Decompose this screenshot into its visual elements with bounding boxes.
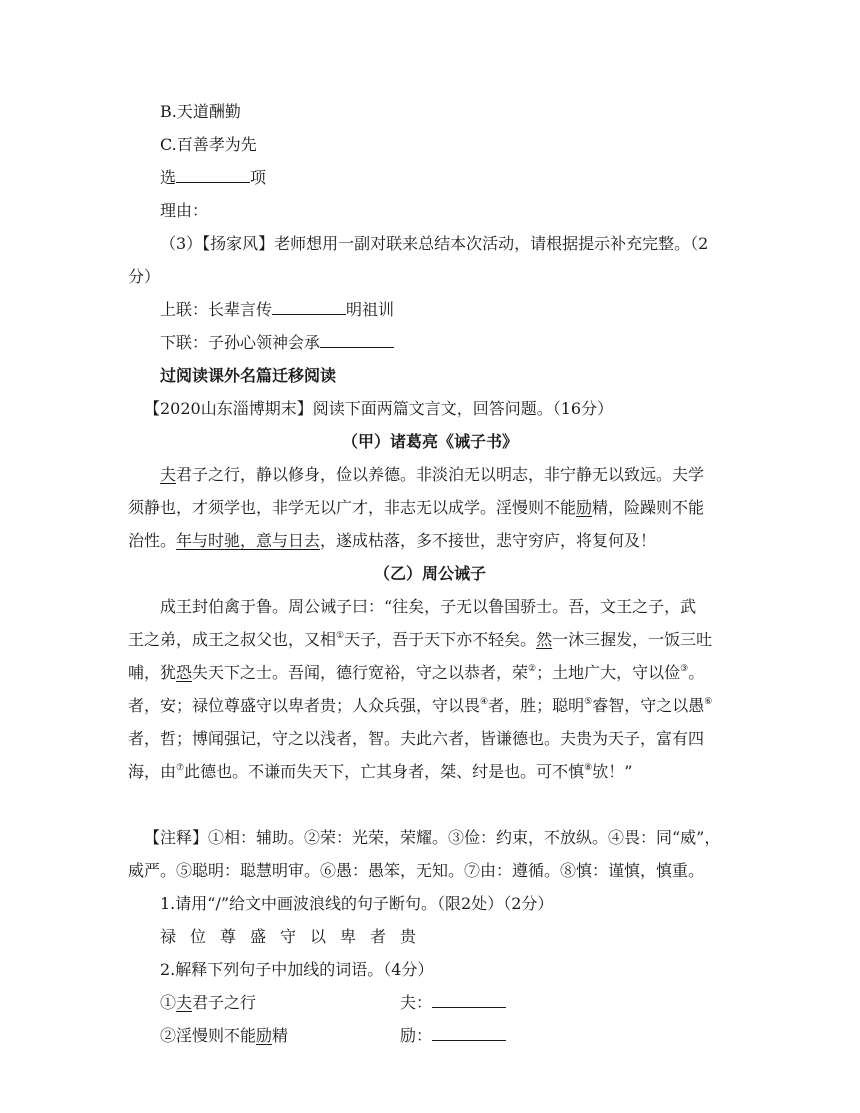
underlined-fu-item: 夫 (176, 993, 193, 1012)
choose-line (160, 168, 266, 188)
q3-prompt-line1: （3）【扬家风】老师想用一副对联来总结本次活动，请根据提示补充完整。（2 (160, 234, 709, 253)
choose-suffix: 项 (250, 168, 267, 187)
underlined-sentence: 年与时驰，意与日去 (176, 531, 321, 550)
passage-b-line2-text-b: 天子，吾于天下亦不轻矣。 (344, 630, 537, 649)
question-1-sentence: 禄位尊盛守以卑者贵 (160, 927, 431, 946)
reason-line: 理由： (160, 201, 209, 220)
choose-prefix: 选 (160, 168, 177, 187)
couplet-lower (160, 333, 394, 353)
footnote-marker: ⑥ (704, 697, 713, 707)
notes-line2: 威严。⑤聪明：聪慧明审。⑥愚：愚笨，无知。⑦由：遵循。⑧慎：谨慎，慎重。 (128, 861, 705, 880)
passage-a-line3-text-a: 治性。 (128, 531, 177, 550)
underlined-ran: 然 (536, 630, 553, 649)
footnote-marker: ③ (680, 664, 689, 674)
passage-a-line2-text-a: 须静也，才须学也，非学无以广才，非志无以成学。淫慢则不能 (128, 498, 577, 517)
underlined-li: 励 (576, 498, 593, 517)
passage-b-line4-text-c: 睿智，守之以愚 (592, 696, 705, 715)
option-b: B.天道酬勤 (160, 102, 241, 121)
passage-b-line6 (128, 762, 732, 782)
underlined-fu: 夫 (160, 465, 177, 484)
item2-text-b: 精 (272, 1026, 289, 1045)
choose-blank (176, 168, 250, 183)
couplet-lower-blank (320, 333, 394, 348)
option-c: C.百善孝为先 (160, 135, 257, 154)
footnote-marker: ④ (480, 697, 489, 707)
question-2-item2 (160, 1026, 506, 1046)
passage-b-line3-text-b: 失天下之士。吾闻，德行宽裕，守之以恭者，荣 (192, 663, 529, 682)
passage-b-line5: 者，哲；博闻强记，守之以浅者，智。夫此六者，皆谦德也。夫贵为天子，富有四 (128, 729, 705, 748)
couplet-upper-prefix: 上联：长辈言传 (160, 300, 273, 319)
item2-answer-blank (432, 1026, 506, 1041)
section-intro: 【2020山东淄博期末】阅读下面两篇文言文，回答问题。（16分） (144, 399, 614, 418)
item1-answer-blank (432, 993, 506, 1008)
question-1: 1.请用“/”给文中画波浪线的句子断句。（限2处）（2分） (160, 894, 554, 913)
footnote-marker: ② (528, 664, 537, 674)
passage-b-line4 (128, 696, 732, 716)
passage-b-line3-text-a: 哺，犹 (128, 663, 177, 682)
passage-b-line3 (128, 663, 732, 683)
item1-label: 夫： (400, 993, 433, 1012)
passage-a-title: （甲）诸葛亮《诫子书》 (341, 432, 518, 451)
passage-b-line2-text-c: 一沐三握发，一饭三吐 (552, 630, 713, 649)
footnote-marker: ① (336, 631, 345, 641)
q3-prompt-line2: 分） (128, 267, 161, 286)
footnote-marker: ⑤ (584, 697, 593, 707)
underlined-li-item: 励 (256, 1026, 273, 1045)
passage-b-line6-text-a: 海，由 (128, 762, 177, 781)
passage-a-line3 (128, 531, 732, 551)
passage-b-line2-text-a: 王之弟，成王之叔父也，又相 (128, 630, 337, 649)
couplet-upper (160, 300, 394, 320)
passage-b-line4-text-a: 者，安；禄位尊盛守以卑者贵；人众兵强，守以畏 (128, 696, 481, 715)
passage-a-line3-text-b: ，遂成枯落，多不接世，悲守穷庐，将复何及！ (320, 531, 657, 550)
passage-b-line3-text-d: 。 (688, 663, 705, 682)
item1-number: ① (160, 993, 177, 1012)
footnote-marker: ⑦ (176, 763, 185, 773)
underlined-kong: 恐 (176, 663, 193, 682)
passage-b-line1: 成王封伯禽于鲁。周公诫子曰：“往矣，子无以鲁国骄士。吾，文王之子，武 (160, 597, 697, 616)
passage-b-line2 (128, 630, 732, 650)
passage-b-line4-text-b: 者，胜；聪明 (488, 696, 585, 715)
question-2-item1 (160, 993, 506, 1013)
item2-label: 励： (400, 1026, 433, 1045)
notes-line1: 【注释】①相：辅助。②荣：光荣，荣耀。③俭：约束，不放纵。④畏：同“威”， (144, 828, 721, 847)
section-title: 过阅读课外名篇迁移阅读 (160, 366, 337, 385)
item2-text-a: ②淫慢则不能 (160, 1026, 257, 1045)
couplet-upper-blank (272, 300, 346, 315)
passage-b-line3-text-c: ；土地广大，守以俭 (536, 663, 681, 682)
passage-a-line1-text: 君子之行，静以修身，俭以养德。非淡泊无以明志，非宁静无以致远。夫学 (176, 465, 705, 484)
passage-a-line2-text-b: 精，险躁则不能 (592, 498, 705, 517)
couplet-upper-suffix: 明祖训 (346, 300, 395, 319)
passage-a-line2 (128, 498, 732, 518)
passage-b-title: （乙）周公诫子 (373, 564, 486, 583)
passage-b-line6-text-c: 欤！” (592, 762, 633, 781)
passage-b-line6-text-b: 此德也。不谦而失天下，亡其身者，桀、纣是也。可不慎 (184, 762, 585, 781)
footnote-marker: ⑧ (584, 763, 593, 773)
couplet-lower-prefix: 下联：子孙心领神会承 (160, 333, 321, 352)
passage-a-line1 (160, 465, 764, 485)
item1-text: 君子之行 (192, 993, 257, 1012)
question-2: 2.解释下列句子中加线的词语。（4分） (160, 960, 434, 979)
